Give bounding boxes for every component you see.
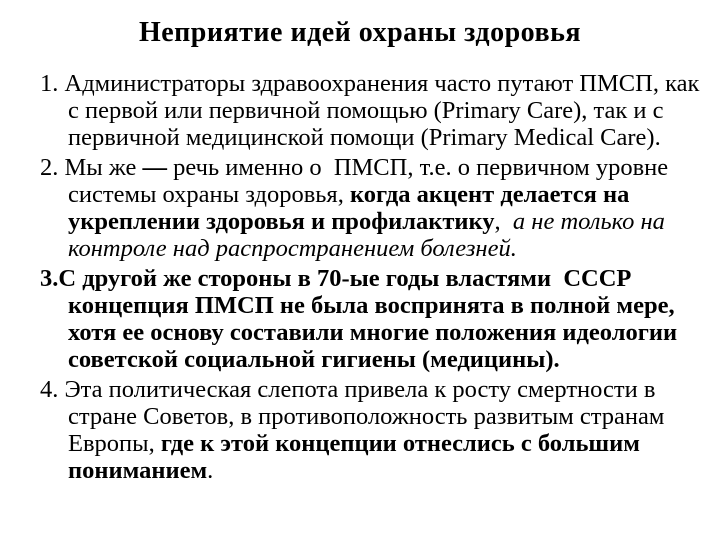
text-run: концепция ПМСП не была воспринята в полной мере, <box>68 292 675 319</box>
list-item-2 <box>40 154 720 262</box>
text-line <box>40 346 720 373</box>
text-run: контроле над распространением болезней. <box>68 235 517 262</box>
text-run: первичной медицинской помощи (Primary Medical Care). <box>68 124 661 151</box>
text-line <box>40 292 720 319</box>
text-run: системы охраны здоровья, <box>68 181 350 208</box>
item-number: 4. <box>40 376 59 403</box>
text-run: Эта политическая слепота привела к росту смертности в <box>58 376 656 403</box>
text-run: . <box>207 457 214 484</box>
text-line <box>40 70 720 97</box>
text-run: хотя ее основу составили многие положения идеологии <box>68 319 678 346</box>
dash-glyph: — <box>142 154 167 181</box>
text-line <box>40 319 720 346</box>
text-run: Мы же <box>58 154 143 181</box>
text-line <box>40 124 720 151</box>
text-run: с первой или первичной помощью (Primary Care), так и с <box>68 97 664 124</box>
text-run: где к этой концепции отнеслись с большим <box>160 430 640 457</box>
text-run: Европы, <box>68 430 161 457</box>
item-number: 2. <box>40 154 59 181</box>
text-line <box>40 181 720 208</box>
text-line <box>40 457 720 484</box>
text-line <box>40 208 720 235</box>
item-number: 1. <box>40 70 59 97</box>
text-line <box>40 265 720 292</box>
item-number: 3. <box>40 265 59 292</box>
text-line <box>40 154 720 181</box>
text-run: Администраторы здравоохранения часто путают ПМСП, как <box>58 70 700 97</box>
text-run: С другой же стороны в 70-ые годы властями СССР <box>58 265 632 292</box>
slide-body <box>40 70 720 484</box>
text-line <box>40 97 720 124</box>
list-item-1 <box>40 70 720 151</box>
presentation-slide <box>0 16 720 540</box>
text-run: , <box>494 208 513 235</box>
text-run: укреплении здоровья и профилактику <box>68 208 495 235</box>
text-run: стране Советов, в противоположность развитым странам <box>68 403 665 430</box>
text-run: а не только на <box>512 208 665 235</box>
list-item-3 <box>40 265 720 373</box>
slide-title: Неприятие идей охраны здоровья <box>138 17 582 48</box>
text-run: пониманием <box>68 457 208 484</box>
text-line <box>40 235 720 262</box>
text-run: когда акцент делается на <box>349 181 630 208</box>
list-item-4 <box>40 376 720 484</box>
text-run: речь именно о ПМСП, т.е. о первичном уровне <box>166 154 669 181</box>
text-line <box>40 403 720 430</box>
text-line <box>40 376 720 403</box>
text-run: советской социальной гигиены (медицины). <box>68 346 560 373</box>
text-line <box>40 430 720 457</box>
